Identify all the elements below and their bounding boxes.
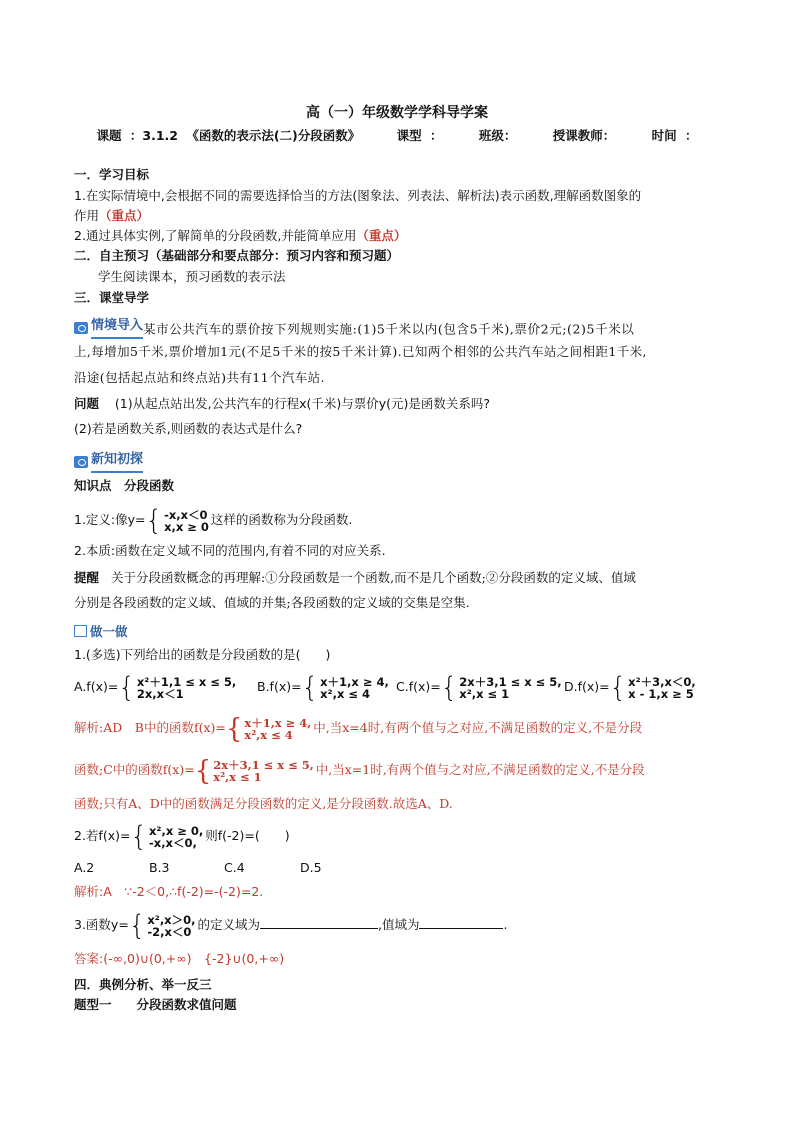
option-a-case-1: x²＋1,1 ≤ x ≤ 5,	[136, 674, 237, 689]
book-icon	[74, 322, 88, 334]
option-b-cases	[320, 676, 389, 700]
definition-cases	[164, 509, 209, 533]
brace-glyph: {	[130, 820, 147, 853]
option-c-label: C.f(x)=	[396, 679, 441, 694]
option-b-label: B.f(x)=	[257, 679, 302, 694]
option-a-case-2: 2x,x＜1	[136, 686, 184, 701]
scene-text-3: 沿途(包括起点站和终点站)共有11个汽车站.	[74, 370, 325, 385]
option-b-case-2: x²,x ≤ 4	[320, 686, 371, 701]
pencil-icon	[74, 625, 87, 637]
question-2-text: (2)若是函数关系,则函数的表达式是什么?	[74, 421, 303, 436]
goal-1-continuation	[74, 206, 734, 226]
options-row	[74, 671, 734, 703]
tip-text-2: 分别是各段函数的定义域、值域的并集;各段函数的定义域的交集是空集.	[74, 595, 470, 610]
answer-1-case-b2: x²,x ≤ 4	[244, 727, 293, 742]
question-3-case-1: x²,x＞0,	[147, 912, 196, 927]
lesson-type-label: 课型 ：	[396, 128, 443, 143]
option-b	[257, 671, 391, 703]
definition-case-1: -x,x＜0	[164, 507, 208, 522]
answer-1-suffix-1: 中,当x=4时,有两个值与之对应,不满足函数的定义,不是分段	[313, 720, 643, 735]
question-3-case-2: -2,x＜0	[147, 924, 192, 939]
answer-1-prefix: 解析:AD B中的函数f(x)=	[74, 720, 226, 735]
question-2-case-2: -x,x＜0,	[149, 835, 197, 850]
question-2-case-1: x²,x ≥ 0,	[149, 823, 204, 838]
essence-text: 2.本质:函数在定义域不同的范围内,有着不同的对应关系.	[74, 543, 386, 558]
new-knowledge-header	[74, 450, 734, 474]
page-title: 高（一）年级数学学科导学案	[306, 105, 488, 121]
answer-1-cases-c	[213, 759, 314, 783]
definition-prefix: 1.定义:像y=	[74, 512, 146, 527]
question-label: 问题	[74, 396, 100, 411]
section-1-heading: 一．学习目标	[74, 167, 150, 182]
brace-glyph: {	[145, 504, 163, 537]
scene-label: 情境导入	[91, 316, 143, 339]
option-b-case-1: x＋1,x ≥ 4,	[320, 674, 389, 689]
practice-question-1: 1.(多选)下列给出的函数是分段函数的是( )	[74, 647, 331, 662]
section-4-heading: 四．典例分析、举一反三	[74, 977, 212, 992]
answer-1-line-2	[74, 754, 734, 786]
option-d	[564, 671, 698, 703]
goal-2	[74, 226, 734, 246]
answer-1-cases-b	[244, 717, 311, 741]
topic-label: 课题 ：3.1.2 《函数的表示法(二)分段函数》	[96, 128, 361, 143]
option-a	[74, 671, 238, 703]
time-label: 时间 ：	[651, 128, 698, 143]
magnifier-icon	[74, 456, 88, 468]
question-3-cases	[147, 914, 195, 938]
definition-line	[74, 505, 734, 535]
question-3-end: .	[503, 917, 508, 932]
answer-1-case-c1: 2x＋3,1 ≤ x ≤ 5,	[213, 757, 314, 772]
brace-glyph: {	[128, 909, 146, 942]
knowledge-point-title: 知识点 分段函数	[74, 478, 175, 493]
goal-1-text: 1.在实际情境中,会根据不同的需要选择恰当的方法(图象法、列表法、解析法)表示函数,理解函数图象的	[74, 188, 642, 203]
question-1-text: (1)从起点站出发,公共汽车的行程x(千米)与票价y(元)是函数关系吗?	[114, 396, 491, 411]
option-a-label: A.f(x)=	[74, 679, 119, 694]
option-d-cases	[628, 676, 696, 700]
new-knowledge-badge	[74, 450, 143, 473]
q2-option-c: C.4	[224, 860, 245, 875]
teacher-label: 授课教师：	[552, 128, 616, 143]
question-1	[74, 394, 734, 414]
key-point-tag: （重点）	[99, 208, 150, 223]
range-blank[interactable]	[419, 916, 503, 929]
brace-glyph: {	[440, 671, 458, 704]
question-type-1: 题型一 分段函数求值问题	[74, 997, 237, 1012]
domain-blank[interactable]	[260, 916, 378, 929]
option-d-label: D.f(x)=	[564, 679, 610, 694]
option-d-case-1: x²＋3,x＜0,	[628, 674, 696, 689]
scene-badge	[74, 316, 143, 339]
practice-badge	[74, 624, 128, 639]
lesson-meta	[0, 126, 794, 144]
question-2-prefix: 2.若f(x)=	[74, 828, 131, 843]
question-2-suffix: 则f(-2)=( )	[205, 828, 290, 843]
practice-header	[74, 622, 734, 642]
key-point-tag: （重点）	[356, 228, 407, 243]
answer-1-suffix-2: 中,当x=1时,有两个值与之对应,不满足函数的定义,不是分段	[315, 762, 645, 777]
practice-label: 做一做	[90, 624, 128, 639]
answer-1-prefix-2: 函数;C中的函数f(x)=	[74, 762, 195, 777]
answer-1-case-c2: x²,x ≤ 1	[213, 769, 262, 784]
brace-glyph: {	[609, 671, 627, 704]
brace-glyph: {	[194, 754, 212, 787]
answer-1-line-3: 函数;只有A、D中的函数满足分段函数的定义,是分段函数.故选A、D.	[74, 796, 453, 811]
tip-label: 提醒	[74, 570, 100, 585]
definition-suffix: 这样的函数称为分段函数.	[210, 512, 353, 527]
q2-option-b: B.3	[149, 860, 170, 875]
option-c-cases	[459, 676, 561, 700]
tip-line-1	[74, 568, 734, 588]
answer-2: 解析:A ∵-2＜0,∴f(-2)=-(-2)=2.	[74, 884, 264, 899]
scene-text-2: 上,每增加5千米,票价增加1元(不足5千米的按5千米计算).已知两个相邻的公共汽车站之间相距1千米,	[74, 344, 647, 359]
tip-text-1: 关于分段函数概念的再理解:①分段函数是一个函数,而不是几个函数;②分段函数的定义域、值域	[110, 570, 636, 585]
question-2-cases	[149, 825, 203, 849]
scene-text-1: 某市公共汽车的票价按下列规则实施:(1)5千米以内(包含5千米),票价2元;(2)5千米以	[143, 321, 635, 337]
q2-option-d: D.5	[300, 860, 322, 875]
brace-glyph: {	[118, 671, 135, 704]
option-a-cases	[137, 676, 236, 700]
section-2-heading: 二．自主预习（基础部分和要点部分：预习内容和预习题）	[74, 248, 400, 263]
answer-1-line-1	[74, 712, 734, 744]
section-2-body: 学生阅读课本，预习函数的表示法	[98, 269, 286, 284]
class-label: 班级：	[478, 128, 517, 143]
section-3-heading: 三．课堂导学	[74, 290, 150, 305]
question-3-prefix: 3.函数y=	[74, 917, 129, 932]
option-c-case-1: 2x＋3,1 ≤ x ≤ 5,	[459, 674, 562, 689]
option-c	[396, 671, 564, 703]
q2-option-a: A.2	[74, 860, 95, 875]
practice-question-2	[74, 820, 734, 852]
question-3-domain-label: 的定义域为	[197, 917, 260, 932]
brace-glyph: {	[301, 671, 319, 704]
practice-question-3	[74, 909, 734, 941]
option-c-case-2: x²,x ≤ 1	[459, 686, 510, 701]
scene-line-1	[74, 316, 734, 340]
answer-1-case-b1: x＋1,x ≥ 4,	[244, 715, 312, 730]
answer-3: 答案:(-∞,0)∪(0,+∞) {-2}∪(0,+∞)	[74, 951, 285, 966]
definition-case-2: x,x ≥ 0	[164, 519, 209, 534]
brace-glyph: {	[225, 712, 243, 745]
question-3-range-label: ,值域为	[378, 917, 420, 932]
new-knowledge-label: 新知初探	[91, 450, 143, 473]
goal-1-cont: 作用	[74, 208, 100, 223]
goal-2-text: 2.通过具体实例,了解简单的分段函数,并能简单应用	[74, 228, 357, 243]
option-d-case-2: x - 1,x ≥ 5	[628, 686, 694, 701]
